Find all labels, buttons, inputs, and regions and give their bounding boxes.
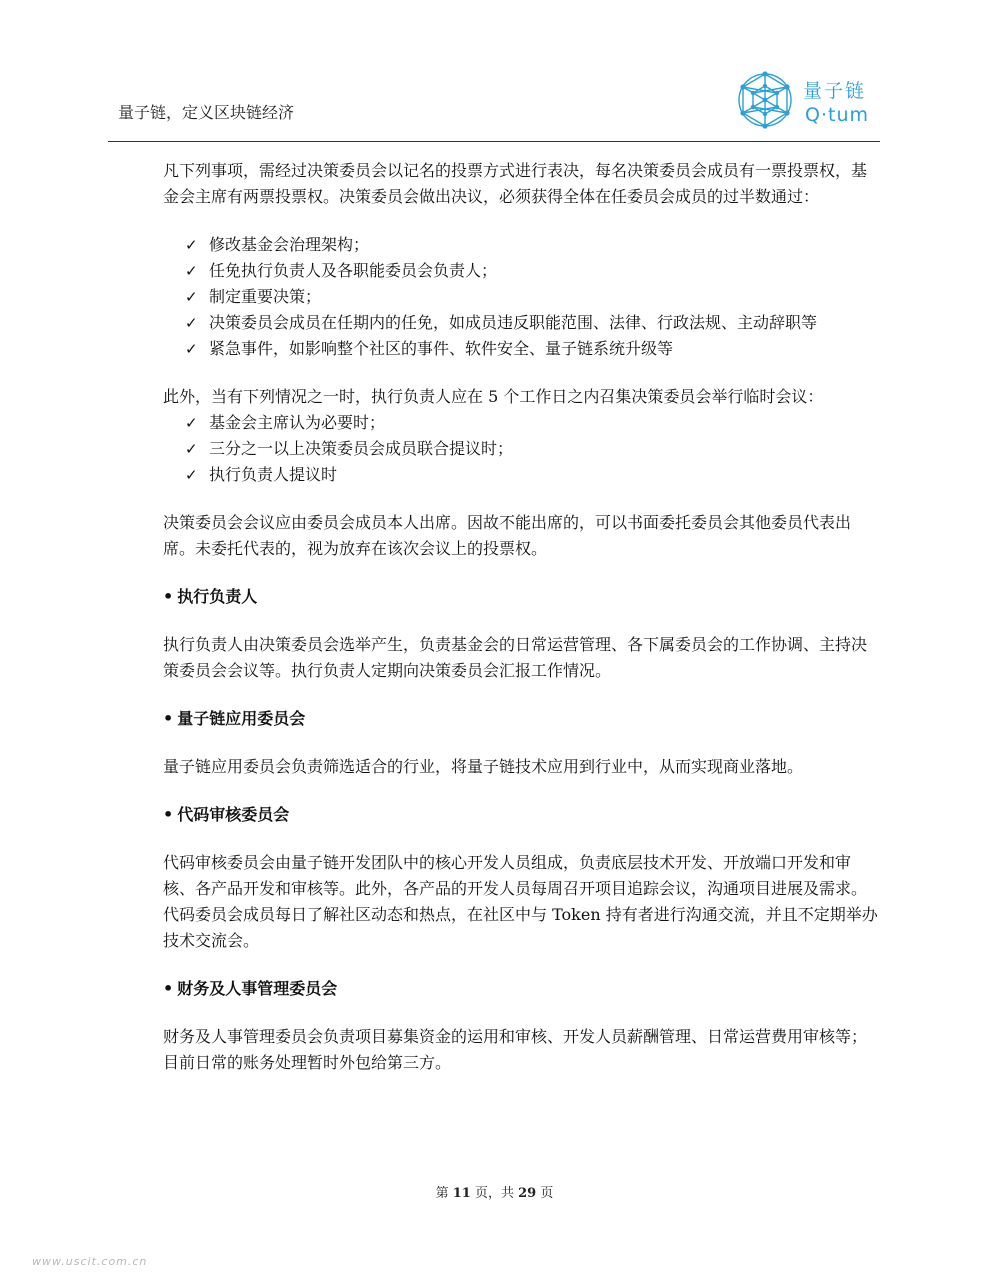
bullet-icon: • [163,805,174,824]
attendance-paragraph: 决策委员会会议应由委员会成员本人出席。因故不能出席的，可以书面委托委员会其他委员代表出席。未委托代表的，视为放弃在该次会议上的投票权。 [163,513,852,558]
list-item [163,410,879,436]
section-heading-text: 量子链应用委员会 [177,709,306,728]
logo-chinese-text: 量子链 [803,80,867,102]
list-item-text: 三分之一以上决策委员会成员联合提议时； [209,439,514,458]
list-item-text: 制定重要决策； [209,287,322,306]
list-item [163,284,879,310]
footer-prefix: 第 [435,1186,453,1201]
header-title: 量子链，定义区块链经济 [118,103,295,122]
list-item [163,436,879,462]
qtum-logo [735,70,875,130]
network-sphere-icon [735,70,799,130]
section-body: 量子链应用委员会负责筛选适合的行业，将量子链技术应用到行业中，从而实现商业落地。 [163,757,804,776]
list-item-text: 基金会主席认为必要时； [209,413,386,432]
total-page-count: 29 [518,1186,537,1201]
section-heading [163,706,879,732]
footer-suffix: 页 [536,1186,554,1201]
bullet-icon: • [163,709,174,728]
checkmark-icon: ✓ [185,236,198,254]
list-item-text: 执行负责人提议时 [209,465,338,484]
checkmark-icon: ✓ [185,440,198,458]
section-heading-text: 财务及人事管理委员会 [177,979,338,998]
list-item [163,258,879,284]
checkmark-icon: ✓ [185,340,198,358]
list-item-text: 决策委员会成员在任期内的任免，如成员违反职能范围、法律、行政法规、主动辞职等 [209,313,818,332]
section-heading [163,802,879,828]
footer-middle: 页，共 [470,1186,519,1201]
checkmark-icon: ✓ [185,314,198,332]
list-item-text: 任免执行负责人及各职能委员会负责人； [209,261,498,280]
bullet-icon: • [163,587,174,606]
section-heading [163,976,879,1002]
main-content [163,158,879,1098]
current-page-number: 11 [452,1186,471,1201]
list-item [163,310,879,336]
checkmark-icon: ✓ [185,414,198,432]
list-item [163,462,879,488]
list-item [163,336,879,362]
section-heading-text: 代码审核委员会 [177,805,290,824]
checkmark-icon: ✓ [185,262,198,280]
section-heading-text: 执行负责人 [177,587,258,606]
meeting-condition-list [163,410,879,488]
bullet-icon: • [163,979,174,998]
logo-english-text: Q·tum [805,104,869,126]
intro-paragraph: 凡下列事项，需经过决策委员会以记名的投票方式进行表决，每名决策委员会成员有一票投票权，基金会主席有两票投票权。决策委员会做出决议，必须获得全体在任委员会成员的过半数通过： [163,161,868,206]
list-item [163,232,879,258]
list-item-text: 修改基金会治理架构； [209,235,370,254]
page-footer [0,1182,989,1201]
header-divider [108,141,880,142]
checkmark-icon: ✓ [185,288,198,306]
section-body: 代码审核委员会由量子链开发团队中的核心开发人员组成，负责底层技术开发、开放端口开发和审核、各产品开发和审核等。此外，各产品的开发人员每周召开项目追踪会议，沟通项目进展及需求。代码委员会成员每日了解社区动态和热点，在社区中与 Token 持有者进行沟通交流，并且不定期举办技术交流会。 [163,853,878,950]
section-body: 执行负责人由决策委员会选举产生，负责基金会的日常运营管理、各下属委员会的工作协调、主持决策委员会会议等。执行负责人定期向决策委员会汇报工作情况。 [163,635,868,680]
vote-item-list [163,232,879,362]
site-watermark: www.uscit.com.cn [32,1255,148,1268]
section-heading [163,584,879,610]
meeting-intro-paragraph: 此外，当有下列情况之一时，执行负责人应在 5 个工作日之内召集决策委员会举行临时会议： [163,387,824,406]
checkmark-icon: ✓ [185,466,198,484]
list-item-text: 紧急事件，如影响整个社区的事件、软件安全、量子链系统升级等 [209,339,674,358]
section-body: 财务及人事管理委员会负责项目募集资金的运用和审核、开发人员薪酬管理、日常运营费用审核等；目前日常的账务处理暂时外包给第三方。 [163,1027,868,1072]
